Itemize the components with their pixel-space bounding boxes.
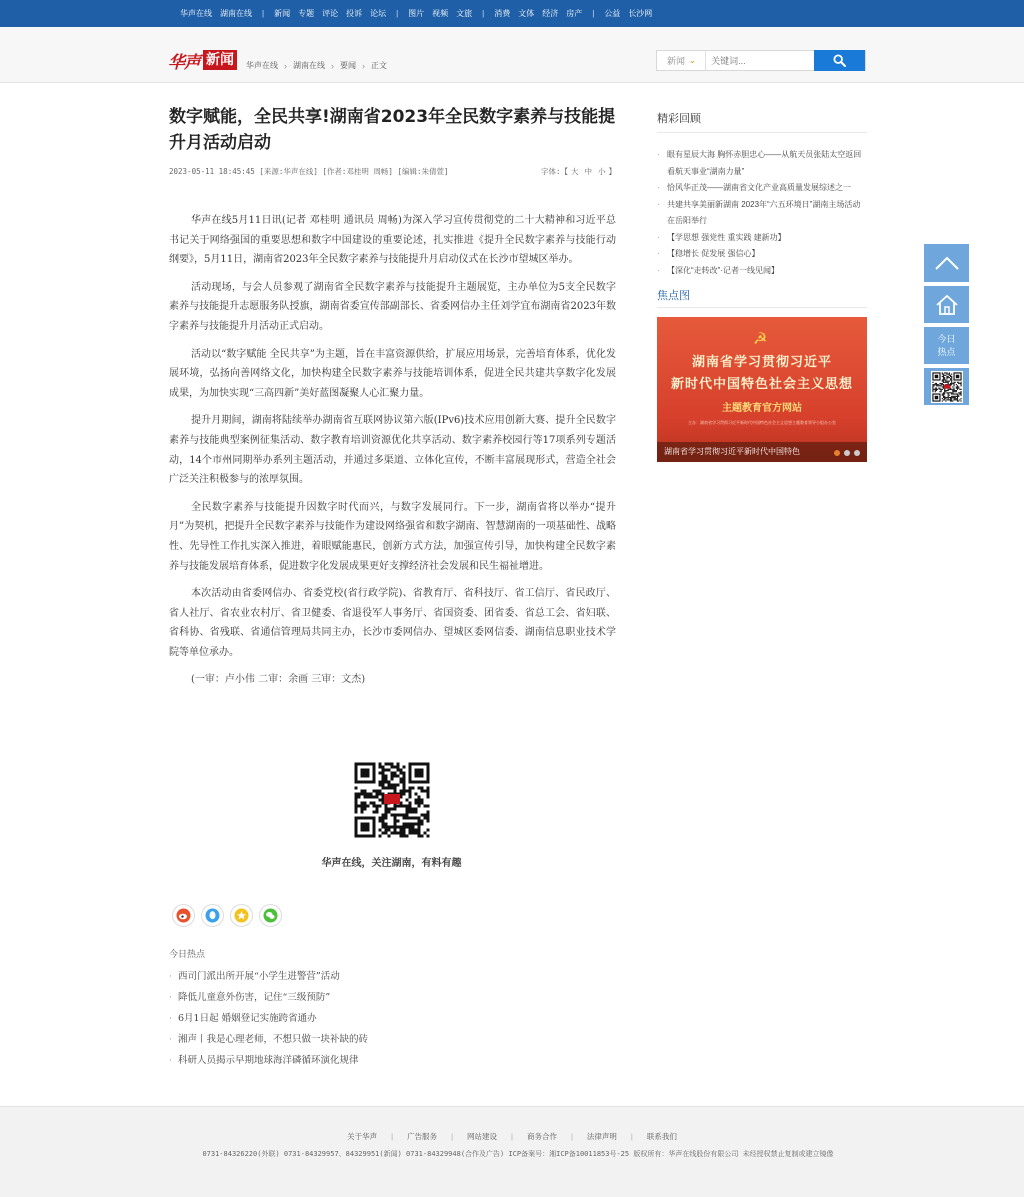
top-nav-link[interactable]: 评论	[322, 9, 339, 18]
weibo-icon	[176, 908, 191, 923]
article-paragraph: 活动以“数字赋能 全民共享”为主题，旨在丰富资源供给，扩展应用场景，完善培育体系，优化发展环境，弘扬向善网络文化，加快构建全民数字素养与技能培训体系，促进全民共建共享数字化发展成果，为加快实现“三高四新”美好蓝图凝聚人心汇聚力量。	[169, 348, 616, 399]
top-nav-link[interactable]: 经济	[542, 9, 559, 18]
chevron-up-icon	[934, 255, 960, 271]
top-nav-links	[180, 0, 660, 27]
font-size-control	[541, 166, 616, 177]
today-hot-label-1: 今日	[937, 333, 956, 344]
site-footer	[0, 1106, 1024, 1197]
top-nav-link[interactable]: 房产	[566, 9, 583, 18]
article-paragraph: 本次活动由省委网信办、省委党校(省行政学院)、省教育厅、省科技厅、省工信厅、省民政厅、省人社厅、省农业农村厅、省卫健委、省退役军人事务厅、省国资委、团省委、省总工会、省妇联、省科协、省残联、省通信管理局共同主办，长沙市委网信办、望城区委网信委、湖南信息职业技术学院等单位承办。	[169, 588, 616, 658]
article-body	[169, 211, 616, 662]
footer-separator: |	[630, 1132, 633, 1141]
font-size-small-button[interactable]: 小	[598, 167, 606, 176]
site-logo[interactable]	[168, 49, 237, 71]
footer-link[interactable]: 广告服务	[407, 1132, 438, 1141]
banner-dot-2[interactable]	[844, 450, 850, 456]
top-nav-separator: |	[482, 9, 485, 18]
logo-text-xinwen: 新闻	[203, 50, 237, 70]
share-wechat-button[interactable]	[259, 904, 282, 927]
qr-code-button[interactable]	[924, 368, 969, 405]
article-title: 数字赋能，全民共享!湖南省2023年全民数字素养与技能提升月活动启动	[169, 107, 616, 153]
back-to-top-button[interactable]	[924, 244, 969, 282]
font-size-medium-button[interactable]: 中	[584, 167, 592, 176]
top-nav-link[interactable]: 华声在线	[180, 9, 212, 18]
footer-link[interactable]: 法律声明	[586, 1132, 617, 1141]
share-weibo-button[interactable]	[172, 904, 195, 927]
article-meta-info: 2023-05-11 18:45:45 [来源:华声在线] [作者:邓桂明 周畅] [编辑:朱倩萱]	[169, 167, 449, 176]
focus-banner[interactable]	[657, 317, 867, 462]
share-buttons	[172, 904, 288, 927]
banner-dot-1[interactable]	[834, 450, 840, 456]
review-title: 精彩回顾	[657, 110, 867, 133]
breadcrumb	[246, 60, 387, 71]
top-nav-link[interactable]: 消费	[494, 9, 511, 18]
banner-dot-3[interactable]	[854, 450, 860, 456]
top-nav-link[interactable]: 长沙网	[628, 9, 653, 18]
today-hot-item[interactable]: · 降低儿童意外伤害，记住“三级预防”	[169, 987, 368, 1008]
review-item[interactable]: · 【深化“走转改”·记者一线见闻】	[657, 263, 867, 280]
chevron-down-icon: ⌄	[689, 56, 696, 65]
search-box	[656, 50, 866, 71]
footer-separator: |	[570, 1132, 573, 1141]
review-item[interactable]: · 【学思想 强党性 重实践 建新功】	[657, 230, 867, 247]
breadcrumb-item[interactable]: 湖南在线	[293, 61, 325, 70]
top-nav-link[interactable]: 视频	[432, 9, 449, 18]
qr-code-icon	[931, 371, 963, 403]
breadcrumb-arrow-icon: ›	[331, 60, 334, 71]
search-category-select[interactable]	[657, 51, 706, 70]
footer-link[interactable]: 网站建设	[467, 1132, 498, 1141]
sidebar	[657, 110, 867, 462]
article-paragraph: 全民数字素养与技能提升因数字时代而兴，与数字发展同行。下一步，湖南省将以举办“提升月”为契机，把提升全民数字素养与技能作为建设网络强省和数字湖南、智慧湖南的一项基础性、战略性、先导性工作扎实深入推进，着眼赋能惠民，创新方式方法，加强宣传引导，加快构建全民数字素养与技能发展培育体系，促进数字化发展成果更好支撑经济社会发展和民生福祉增进。	[169, 501, 616, 572]
footer-separator: |	[391, 1132, 394, 1141]
footer-separator: |	[511, 1132, 513, 1141]
floating-toolbar	[924, 244, 969, 409]
top-nav-link[interactable]: 投诉	[346, 9, 363, 18]
search-category-label: 新闻	[667, 56, 686, 66]
banner-headline-3: 主题教育官方网站	[722, 403, 802, 414]
top-nav-link[interactable]: 文旅	[456, 9, 473, 18]
today-hot-label-2: 热点	[937, 346, 956, 357]
review-item[interactable]: · 【稳增长 促发展 强信心】	[657, 246, 867, 263]
focus-title: 焦点图	[657, 287, 867, 308]
banner-headline-1: 湖南省学习贯彻习近平	[691, 355, 832, 370]
font-size-bracket: 】	[608, 167, 616, 176]
share-qq-button[interactable]	[201, 904, 224, 927]
top-nav-link[interactable]: 湖南在线	[220, 9, 252, 18]
top-nav-separator: |	[262, 9, 265, 18]
article-paragraph: 华声在线5月11日讯(记者 邓桂明 通讯员 周畅)为深入学习宣传贯彻党的二十大精神和习近平总书记关于网络强国的重要思想和数字中国建设的重要论述，扎实推进《提升全民数字素养与技能行动纲要》，5月11日，湖南省2023年全民数字素养与技能提升月启动仪式在长沙市望城区举办。	[169, 215, 616, 266]
banner-caption: 湖南省学习贯彻习近平新时代中国特色	[657, 442, 867, 462]
top-nav-link[interactable]: 新闻	[274, 9, 291, 18]
article-meta	[169, 166, 616, 177]
top-navigation-bar	[0, 0, 1024, 27]
breadcrumb-item[interactable]: 要闻	[340, 61, 356, 70]
today-hot-button[interactable]	[924, 327, 969, 364]
star-icon	[234, 908, 249, 923]
review-item[interactable]: · 恰风华正茂——湖南省文化产业高质量发展综述之一	[657, 180, 867, 197]
footer-copyright: 0731-84326220(外联) 0731-84329957、84329951(新闻) 0731-84329948(合作及广告) ICP备案号：湘ICP备10011853号-25 版权所有：华声在线股份有限公司 未经授权禁止复制或建立镜像	[202, 1150, 834, 1158]
top-nav-link[interactable]: 图片	[408, 9, 425, 18]
article-editors: (一审：卢小伟 二审：余画 三审：文杰)	[191, 674, 366, 686]
share-qzone-button[interactable]	[230, 904, 253, 927]
breadcrumb-arrow-icon: ›	[284, 60, 287, 71]
today-hot-item[interactable]: · 西司门派出所开展“小学生进警营”活动	[169, 966, 368, 987]
banner-sponsor-text: 主办：湖南省学习贯彻习近平新时代中国特色社会主义思想主题教育领导小组办公室	[688, 420, 836, 425]
today-hot-title: 今日热点	[169, 949, 206, 959]
article	[169, 104, 616, 1066]
top-nav-separator: |	[396, 9, 399, 18]
home-icon	[935, 294, 959, 316]
review-item[interactable]: · 共建共享美丽新湖南 2023年“六五环境日”湖南主场活动在岳阳举行	[657, 197, 867, 230]
review-list	[657, 147, 867, 279]
qr-caption: 华声在线，关注湖南，有料有趣	[321, 858, 462, 869]
qr-code-image	[351, 759, 433, 841]
breadcrumb-item[interactable]: 华声在线	[246, 61, 278, 70]
today-hot-list	[169, 966, 368, 1071]
article-paragraph: 活动现场，与会人员参观了湖南省全民数字素养与技能提升主题展览，主办单位为5支全民数字素养与技能提升志愿服务队授旗，湖南省委宣传部副部长、省委网信办主任刘学宜布湖南省2023年数字素养与技能提升月活动正式启动。	[169, 281, 616, 332]
breadcrumb-arrow-icon: ›	[362, 60, 365, 71]
font-size-large-button[interactable]: 大	[571, 167, 579, 176]
wechat-icon	[263, 908, 278, 923]
review-item[interactable]: · 眼有星辰大海 胸怀赤胆忠心——从航天员张陆太空返回看航天事业“湖南力量”	[657, 147, 867, 180]
top-nav-link[interactable]: 文体	[518, 9, 535, 18]
banner-pagination	[830, 450, 860, 456]
qr-section	[314, 759, 469, 869]
banner-headline-2: 新时代中国特色社会主义思想	[670, 377, 853, 392]
today-hot-item[interactable]: · 湘声丨我是心理老师，不想只做一块补缺的砖	[169, 1029, 368, 1050]
top-nav-link[interactable]: 论坛	[370, 9, 387, 18]
today-hot-item[interactable]: · 6月1日起 婚姻登记实施跨省通办	[169, 1008, 368, 1029]
search-input[interactable]	[706, 51, 814, 70]
party-emblem-icon: ☭	[753, 331, 768, 348]
search-icon	[833, 54, 846, 67]
font-size-label: 字体:【	[540, 167, 568, 176]
footer-links	[0, 1131, 1024, 1142]
footer-separator: |	[451, 1132, 454, 1141]
top-nav-separator: |	[592, 9, 595, 18]
home-button[interactable]	[924, 286, 969, 323]
footer-link[interactable]: 商务合作	[526, 1132, 557, 1141]
footer-link[interactable]: 关于华声	[347, 1132, 378, 1141]
today-hot-item[interactable]: · 科研人员揭示早期地球海洋磷循环演化规律	[169, 1050, 368, 1071]
search-button[interactable]	[814, 50, 865, 71]
article-paragraph: 提升月期间，湖南将陆续举办湖南省互联网协议第六版(IPv6)技术应用创新大赛、提升全民数字素养与技能典型案例征集活动、数字教育培训资源优化共享活动、数字素养校园行等17项系列专题活动，14个市州同期举办系列主题活动，并通过多渠道、立体化宣传，不断丰富展现形式，营造全社会广泛关注积极参与的浓厚氛围。	[169, 415, 616, 486]
footer-link[interactable]: 联系我们	[646, 1132, 677, 1141]
site-header	[0, 27, 1024, 83]
breadcrumb-item: 正文	[371, 61, 387, 70]
qq-icon	[205, 908, 220, 923]
top-nav-link[interactable]: 专题	[298, 9, 315, 18]
logo-text-huasheng: 华声	[168, 52, 200, 73]
top-nav-link[interactable]: 公益	[604, 9, 621, 18]
